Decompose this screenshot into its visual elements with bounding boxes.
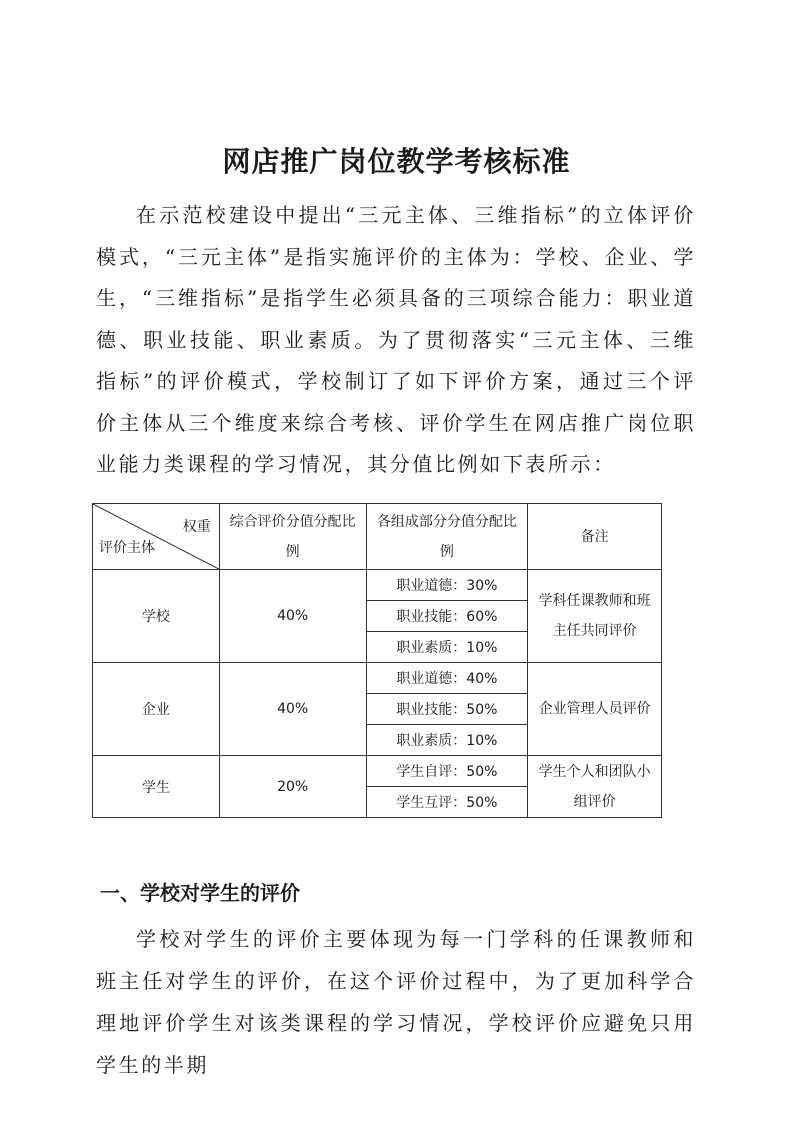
weight-header-label: 权重 bbox=[182, 519, 211, 535]
part-ratio-cell: 职业素质：10% bbox=[366, 632, 528, 663]
part-ratio-header: 各组成部分分值分配比例 bbox=[366, 504, 528, 570]
subject-cell: 学生 bbox=[93, 756, 220, 818]
overall-ratio-cell: 20% bbox=[219, 756, 366, 818]
part-ratio-cell: 职业素质：10% bbox=[366, 725, 528, 756]
note-cell: 学科任课教师和班主任共同评价 bbox=[528, 570, 662, 663]
table-row bbox=[93, 663, 662, 694]
subject-header-label: 评价主体 bbox=[99, 540, 155, 556]
part-ratio-cell: 职业技能：60% bbox=[366, 601, 528, 632]
part-ratio-cell: 职业技能：50% bbox=[366, 694, 528, 725]
section-paragraph: 学校对学生的评价主要体现为每一门学科的任课教师和班主任对学生的评价，在这个评价过程中，为了更加科学合理地评价学生对该类课程的学习情况，学校评价应避免只用学生的半期 bbox=[96, 927, 696, 1077]
section-heading: 一、学校对学生的评价 bbox=[100, 881, 300, 905]
document-title: 网店推广岗位教学考核标准 bbox=[222, 145, 571, 178]
intro-paragraph: 在示范校建设中提出“三元主体、三维指标”的立体评价模式，“三元主体”是指实施评价的主体为：学校、企业、学生，“三维指标”是指学生必须具备的三项综合能力：职业道德、职业技能、职业素质。为了贯彻落实“三元主体、三维指标”的评价模式，学校制订了如下评价方案，通过三个评价主体从三个维度来综合考核、评价学生在网店推广岗位职业能力类课程的学习情况，其分值比例如下表所示： bbox=[96, 203, 696, 476]
note-cell: 学生个人和团队小组评价 bbox=[528, 756, 662, 818]
subject-cell: 学校 bbox=[93, 570, 220, 663]
evaluation-weights-table bbox=[92, 503, 662, 818]
part-ratio-cell: 职业道德：40% bbox=[366, 663, 528, 694]
overall-ratio-cell: 40% bbox=[219, 663, 366, 756]
overall-ratio-cell: 40% bbox=[219, 570, 366, 663]
diagonal-header-cell bbox=[93, 504, 220, 570]
part-ratio-cell: 学生自评：50% bbox=[366, 756, 528, 787]
table-header-row bbox=[93, 504, 662, 570]
part-ratio-cell: 职业道德：30% bbox=[366, 570, 528, 601]
table-row bbox=[93, 570, 662, 601]
note-header: 备注 bbox=[528, 504, 662, 570]
table-row bbox=[93, 756, 662, 787]
note-cell: 企业管理人员评价 bbox=[528, 663, 662, 756]
subject-cell: 企业 bbox=[93, 663, 220, 756]
part-ratio-cell: 学生互评：50% bbox=[366, 787, 528, 818]
overall-ratio-header: 综合评价分值分配比例 bbox=[219, 504, 366, 570]
